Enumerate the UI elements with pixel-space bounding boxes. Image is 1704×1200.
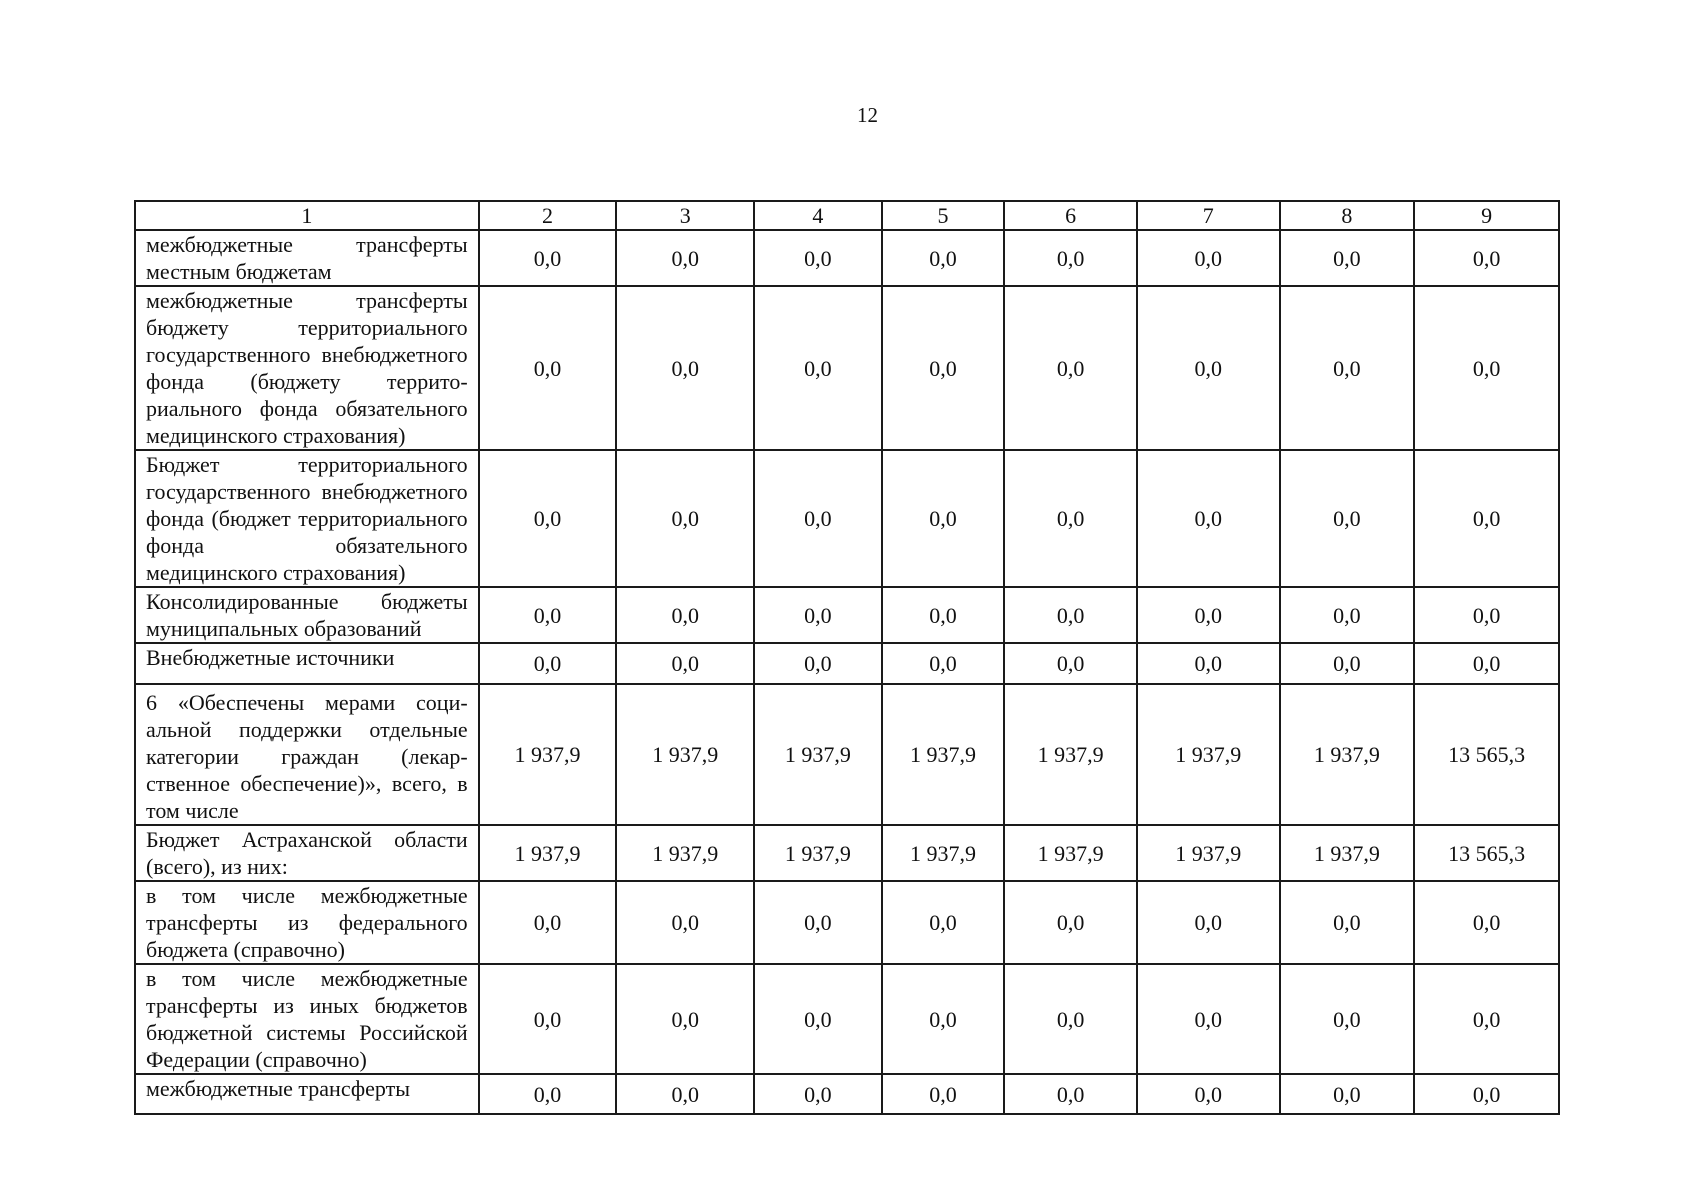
header-cell: 8 — [1280, 201, 1415, 230]
value-cell: 0,0 — [1414, 230, 1559, 286]
value-cell: 0,0 — [1137, 587, 1280, 643]
value-cell: 1 937,9 — [882, 825, 1005, 881]
value-cell: 0,0 — [754, 450, 882, 587]
value-cell: 0,0 — [1004, 286, 1137, 450]
value-cell: 0,0 — [1137, 964, 1280, 1074]
value-cell: 0,0 — [616, 587, 754, 643]
table-row — [135, 230, 1559, 286]
value-cell: 0,0 — [616, 643, 754, 684]
value-cell: 0,0 — [1280, 881, 1415, 964]
value-cell: 0,0 — [1280, 286, 1415, 450]
value-cell: 0,0 — [882, 587, 1005, 643]
value-cell: 0,0 — [1004, 643, 1137, 684]
value-cell: 0,0 — [1004, 450, 1137, 587]
value-cell: 1 937,9 — [1004, 684, 1137, 825]
value-cell: 0,0 — [882, 450, 1005, 587]
value-cell: 0,0 — [754, 881, 882, 964]
table-row — [135, 587, 1559, 643]
row-label: Бюджет Астраханской области (всего), из них: — [135, 825, 479, 881]
value-cell: 0,0 — [1280, 643, 1415, 684]
value-cell: 0,0 — [1414, 643, 1559, 684]
value-cell: 0,0 — [882, 964, 1005, 1074]
value-cell: 1 937,9 — [479, 825, 617, 881]
table-row — [135, 1074, 1559, 1114]
row-label: 6 «Обеспечены мерами социальной поддержки отдельные категории граждан (лекарственное обеспечение)», всего, в том числе — [135, 684, 479, 825]
table-row — [135, 286, 1559, 450]
budget-table — [134, 200, 1560, 1115]
value-cell: 1 937,9 — [754, 684, 882, 825]
table-row — [135, 825, 1559, 881]
row-label: Бюджет территориального государственного внебюджетного фонда (бюджет территориального фонда обязательного медицинского страхования) — [135, 450, 479, 587]
value-cell: 0,0 — [616, 450, 754, 587]
value-cell: 1 937,9 — [616, 825, 754, 881]
value-cell: 0,0 — [1280, 230, 1415, 286]
value-cell: 0,0 — [1137, 230, 1280, 286]
value-cell: 0,0 — [1414, 450, 1559, 587]
value-cell: 0,0 — [616, 1074, 754, 1114]
value-cell: 0,0 — [1414, 1074, 1559, 1114]
table-row — [135, 450, 1559, 587]
value-cell: 0,0 — [479, 881, 617, 964]
value-cell: 1 937,9 — [1137, 684, 1280, 825]
value-cell: 1 937,9 — [479, 684, 617, 825]
value-cell: 0,0 — [1004, 964, 1137, 1074]
value-cell: 1 937,9 — [1280, 684, 1415, 825]
value-cell: 1 937,9 — [1004, 825, 1137, 881]
row-label: межбюджетные трансферты бюджету территориального государственного внебюджетного фонда (бюджету территориального фонда обязательного медицинского страхования) — [135, 286, 479, 450]
value-cell: 0,0 — [882, 230, 1005, 286]
value-cell: 0,0 — [882, 286, 1005, 450]
value-cell: 0,0 — [882, 881, 1005, 964]
row-label: в том числе межбюджетные трансферты из иных бюджетов бюджетной системы Российской Федерации (справочно) — [135, 964, 479, 1074]
header-cell: 3 — [616, 201, 754, 230]
value-cell: 0,0 — [1414, 286, 1559, 450]
value-cell: 0,0 — [1137, 286, 1280, 450]
value-cell: 0,0 — [1004, 587, 1137, 643]
value-cell: 0,0 — [479, 230, 617, 286]
value-cell: 0,0 — [882, 643, 1005, 684]
value-cell: 0,0 — [479, 450, 617, 587]
page-number: 12 — [857, 103, 878, 127]
value-cell: 0,0 — [479, 964, 617, 1074]
value-cell: 1 937,9 — [1280, 825, 1415, 881]
header-row — [135, 201, 1559, 230]
row-label: в том числе межбюджетные трансферты из федерального бюджета (справочно) — [135, 881, 479, 964]
row-label: Консолидированные бюджеты муниципальных образований — [135, 587, 479, 643]
value-cell: 0,0 — [479, 1074, 617, 1114]
value-cell: 0,0 — [1280, 1074, 1415, 1114]
header-cell: 5 — [882, 201, 1005, 230]
value-cell: 0,0 — [754, 286, 882, 450]
value-cell: 0,0 — [1280, 964, 1415, 1074]
value-cell: 0,0 — [754, 643, 882, 684]
value-cell: 0,0 — [1414, 587, 1559, 643]
value-cell: 0,0 — [754, 587, 882, 643]
table-row — [135, 643, 1559, 684]
header-cell: 6 — [1004, 201, 1137, 230]
row-label: межбюджетные трансферты — [135, 1074, 479, 1114]
value-cell: 0,0 — [616, 881, 754, 964]
row-label: межбюджетные трансферты местным бюджетам — [135, 230, 479, 286]
value-cell: 0,0 — [479, 286, 617, 450]
value-cell: 0,0 — [1137, 1074, 1280, 1114]
value-cell: 13 565,3 — [1414, 684, 1559, 825]
value-cell: 0,0 — [479, 587, 617, 643]
value-cell: 0,0 — [1004, 230, 1137, 286]
header-cell: 7 — [1137, 201, 1280, 230]
value-cell: 0,0 — [479, 643, 617, 684]
value-cell: 13 565,3 — [1414, 825, 1559, 881]
value-cell: 0,0 — [1137, 881, 1280, 964]
value-cell: 0,0 — [882, 1074, 1005, 1114]
value-cell: 0,0 — [616, 230, 754, 286]
header-cell: 9 — [1414, 201, 1559, 230]
value-cell: 0,0 — [754, 964, 882, 1074]
value-cell: 0,0 — [1137, 450, 1280, 587]
value-cell: 0,0 — [1414, 881, 1559, 964]
value-cell: 0,0 — [1004, 881, 1137, 964]
value-cell: 0,0 — [754, 230, 882, 286]
value-cell: 1 937,9 — [1137, 825, 1280, 881]
value-cell: 0,0 — [1137, 643, 1280, 684]
value-cell: 0,0 — [616, 286, 754, 450]
table-row — [135, 881, 1559, 964]
row-label: Внебюджетные источники — [135, 643, 479, 684]
header-cell: 1 — [135, 201, 479, 230]
value-cell: 0,0 — [616, 964, 754, 1074]
header-cell: 2 — [479, 201, 617, 230]
value-cell: 1 937,9 — [754, 825, 882, 881]
value-cell: 0,0 — [1414, 964, 1559, 1074]
header-cell: 4 — [754, 201, 882, 230]
value-cell: 0,0 — [754, 1074, 882, 1114]
value-cell: 0,0 — [1004, 1074, 1137, 1114]
value-cell: 1 937,9 — [616, 684, 754, 825]
value-cell: 0,0 — [1280, 450, 1415, 587]
table-row — [135, 684, 1559, 825]
table-row — [135, 964, 1559, 1074]
value-cell: 1 937,9 — [882, 684, 1005, 825]
value-cell: 0,0 — [1280, 587, 1415, 643]
